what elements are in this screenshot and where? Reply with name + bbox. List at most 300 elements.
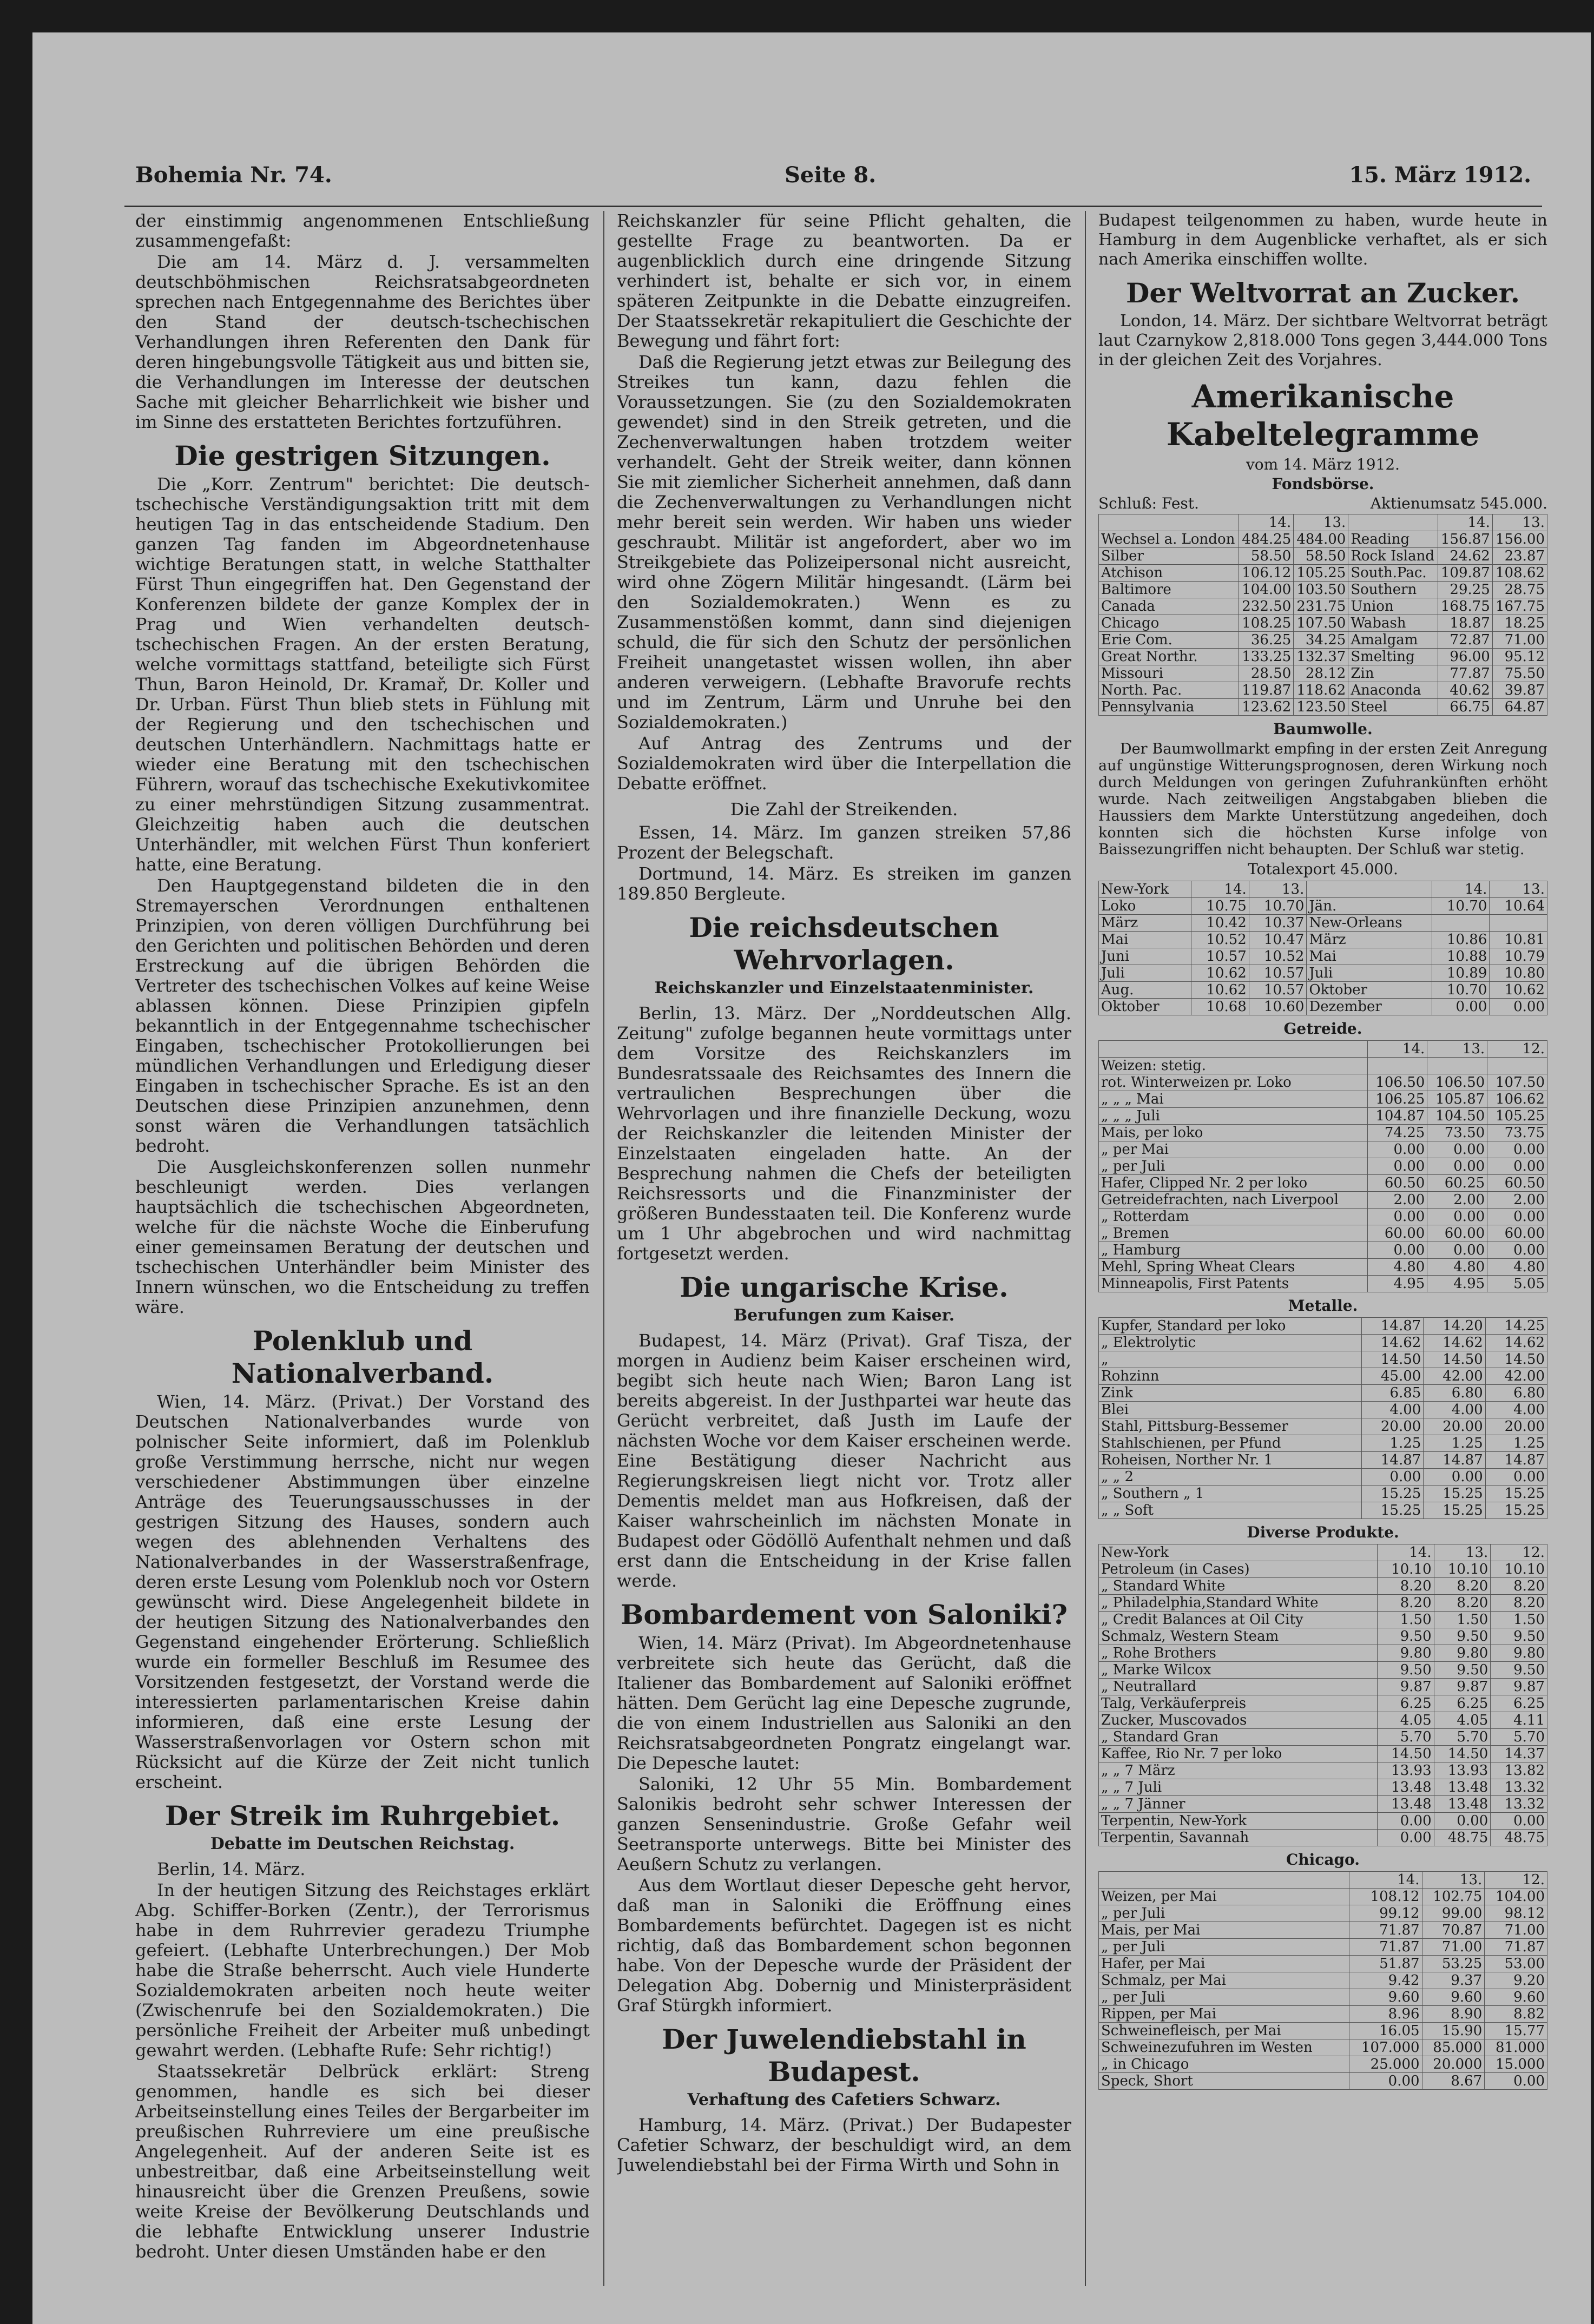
table-cell: 0.00 — [1434, 1813, 1491, 1830]
table-cell: 10.70 — [1432, 982, 1490, 999]
table-row — [1099, 1561, 1547, 1578]
table-cell: 10.62 — [1490, 982, 1547, 999]
table-row — [1099, 1276, 1547, 1292]
table-cell: 1.50 — [1491, 1612, 1547, 1628]
column-header — [1099, 514, 1239, 531]
table-cell: 1.25 — [1424, 1435, 1485, 1452]
row-label: „ in Chicago — [1099, 2056, 1349, 2073]
table-cell: 484.00 — [1294, 531, 1348, 548]
row-label: Schweinezufuhren im Westen — [1099, 2039, 1349, 2056]
row-label: Baltimore — [1099, 582, 1239, 598]
table-row — [1099, 1762, 1547, 1779]
column-header: 14. — [1367, 1041, 1427, 1058]
column-header: 13. — [1492, 514, 1547, 531]
table-cell: 231.75 — [1294, 598, 1348, 615]
table-row — [1099, 1628, 1547, 1645]
row-label: Mai — [1307, 948, 1432, 965]
zucker-heading: Der Weltvorrat an Zucker. — [1126, 277, 1520, 309]
paragraph: Die Ausgleichskonferenzen sollen nunmehr beschleunigt werden. Dies verlangen hauptsächlich die tschechischen Abgeordneten, welche für die nächste Woche die Einberufung einer gemeinsamen Beratung der deutschen und tschechischen Unterhändler beim Minister des Innern wünschen, wo die Entscheidung zu treffen wäre. — [135, 1157, 590, 1317]
table-cell: 60.25 — [1427, 1175, 1487, 1192]
column-3-market-reports — [1098, 211, 1547, 2286]
chicago-table — [1098, 1871, 1547, 2090]
table-cell: 18.87 — [1438, 615, 1492, 632]
table-row — [1099, 682, 1547, 699]
row-label: „ „ Soft — [1099, 1502, 1362, 1519]
table-cell — [1432, 915, 1490, 932]
table-cell: 5.70 — [1377, 1729, 1434, 1746]
table-row — [1099, 615, 1547, 632]
table-cell: 74.25 — [1367, 1125, 1427, 1141]
row-label: Zin — [1348, 665, 1438, 682]
article-headline: Der Juwelendiebstahl in Budapest. — [662, 2023, 1026, 2088]
zucker-text: London, 14. März. Der sichtbare Weltvorrat beträgt laut Czarnykow 2,818.000 Tons gegen 3,444.000 Tons in der gleichen Zeit des Vorjahres. — [1098, 312, 1547, 369]
table-row — [1099, 1695, 1547, 1712]
table-cell: 71.87 — [1349, 1922, 1422, 1939]
table-cell: 105.25 — [1294, 565, 1348, 582]
table-cell: 0.00 — [1424, 1469, 1485, 1485]
article-subheadline: Berufungen zum Kaiser. — [733, 1306, 955, 1325]
table-cell: 25.000 — [1349, 2056, 1422, 2073]
table-cell: 8.96 — [1349, 2006, 1422, 2023]
table-row — [1099, 1729, 1547, 1746]
table-row — [1099, 1485, 1547, 1502]
row-label: Erie Com. — [1099, 632, 1239, 649]
table-cell: 20.00 — [1362, 1418, 1424, 1435]
table-row — [1099, 1939, 1547, 1956]
paragraph: Aus dem Wortlaut dieser Depesche geht hervor, daß man in Saloniki die Eröffnung eines Bombardements befürchtet. Dagegen ist es nicht richtig, daß das Bombardement schon begonnen habe. Von der Depesche wurde der Präsident der Delegation Abg. Dobernig und Ministerpräsident Graf Stürgkh informiert. — [617, 1875, 1071, 2016]
table-cell: 105.87 — [1427, 1091, 1487, 1108]
column-header: 13. — [1490, 881, 1547, 898]
table-cell: 10.60 — [1249, 999, 1307, 1015]
table-cell: 71.00 — [1492, 632, 1547, 649]
paragraph: Auf Antrag des Zentrums und der Sozialdemokraten wird über die Interpellation die Debatte eröffnet. — [617, 733, 1071, 794]
column-header: 14. — [1377, 1544, 1434, 1561]
table-cell: 0.00 — [1362, 1469, 1424, 1485]
table-cell: 85.000 — [1422, 2039, 1485, 2056]
table-cell: 71.87 — [1349, 1939, 1422, 1956]
kabel-date: vom 14. März 1912. — [1246, 455, 1400, 473]
table-cell: 107.000 — [1349, 2039, 1422, 2056]
row-label: Wabash — [1348, 615, 1438, 632]
row-label: „ Standard White — [1099, 1578, 1378, 1595]
table-row — [1099, 1385, 1547, 1402]
header-page-number: Seite 8. — [785, 162, 877, 188]
row-label: Zucker, Muscovados — [1099, 1712, 1378, 1729]
table-row — [1099, 2023, 1547, 2039]
table-cell: 28.12 — [1294, 665, 1348, 682]
table-cell: 51.87 — [1349, 1956, 1422, 1972]
paragraph: Wien, 14. März. (Privat.) Der Vorstand des Deutschen Nationalverbandes wurde von polnischer Seite informiert, daß im Polenklub große Verstimmung herrsche, nicht nur wegen verschiedener Abstimmungen über einzelne Anträge des Teuerungsausschusses in der gestrigen Sitzung des Hauses, sondern auch wegen des ablehnenden Verhaltens des Nationalverbandes in der Wasserstraßenfrage, deren erste Lesung vom Polenklub noch vor Ostern gewünscht wird. Diese Angelegenheit bildete in der heutigen Sitzung des Nationalverbandes den Gegenstand eingehender Erörterung. Schließlich wurde ein formeller Beschluß im Resumee des Vorsitzenden festgesetzt, der Vorstand werde die interessierten parlamentarischen Kreise dahin informieren, daß eine erste Lesung der Wasserstraßenvorlagen vor Ostern schon mit Rücksicht auf die Kürze der Zeit nicht tunlich erscheint. — [135, 1391, 590, 1792]
row-label: Smelting — [1348, 649, 1438, 665]
table-cell: 14.50 — [1362, 1351, 1424, 1368]
article-headline: Die gestrigen Sitzungen. — [174, 440, 551, 472]
table-cell: 109.87 — [1438, 565, 1492, 582]
row-label: Weizen: stetig. — [1099, 1058, 1368, 1074]
row-label: Kupfer, Standard per loko — [1099, 1318, 1362, 1335]
table-cell: 119.87 — [1239, 682, 1294, 699]
table-cell: 6.80 — [1485, 1385, 1547, 1402]
diverse-table — [1098, 1544, 1547, 1846]
row-label: Minneapolis, First Patents — [1099, 1276, 1368, 1292]
row-label: Juli — [1099, 965, 1191, 982]
table-cell: 0.00 — [1367, 1158, 1427, 1175]
column-divider — [603, 211, 604, 2286]
table-cell: 0.00 — [1377, 1830, 1434, 1846]
table-row — [1099, 1813, 1547, 1830]
table-cell: 2.00 — [1487, 1192, 1547, 1209]
table-cell: 4.95 — [1367, 1276, 1427, 1292]
table-cell: 9.50 — [1434, 1662, 1491, 1679]
table-cell: 10.57 — [1249, 965, 1307, 982]
table-cell: 8.67 — [1422, 2073, 1485, 2090]
header-date: 15. März 1912. — [1349, 162, 1531, 188]
table-cell: 10.10 — [1491, 1561, 1547, 1578]
table-cell: 104.00 — [1239, 582, 1294, 598]
table-cell: 53.00 — [1485, 1956, 1547, 1972]
table-cell: 105.25 — [1487, 1108, 1547, 1125]
table-row — [1099, 982, 1547, 999]
table-cell: 6.85 — [1362, 1385, 1424, 1402]
table-row — [1099, 915, 1547, 932]
table-cell: 8.82 — [1485, 2006, 1547, 2023]
row-label: Aug. — [1099, 982, 1191, 999]
paragraph: Saloniki, 12 Uhr 55 Min. Bombardement Salonikis bedroht sehr schwer Interessen der ganzen Sensenindustrie. Große Gefahr weil Seetransporte unterwegs. Bitte bei Minister des Aeußern Schutz zu verlangen. — [617, 1774, 1071, 1874]
row-label: „ Marke Wilcox — [1099, 1662, 1378, 1679]
row-label: Juni — [1099, 948, 1191, 965]
table-row — [1099, 1209, 1547, 1225]
table-cell: 0.00 — [1367, 1141, 1427, 1158]
table-cell: 15.25 — [1424, 1485, 1485, 1502]
table-cell: 6.25 — [1434, 1695, 1491, 1712]
row-label: „ Southern „ 1 — [1099, 1485, 1362, 1502]
table-cell: 9.37 — [1422, 1972, 1485, 1989]
table-cell: 60.00 — [1427, 1225, 1487, 1242]
table-row — [1099, 649, 1547, 665]
table-cell: 64.87 — [1492, 699, 1547, 716]
row-label: „ „ „ Juli — [1099, 1108, 1368, 1125]
table-cell: 232.50 — [1239, 598, 1294, 615]
kabel-heading: Amerikanische Kabeltelegramme — [1166, 378, 1480, 453]
table-cell: 10.70 — [1432, 898, 1490, 915]
table-cell: 60.50 — [1487, 1175, 1547, 1192]
schluss-label: Schluß: Fest. — [1098, 494, 1199, 512]
table-cell: 0.00 — [1427, 1242, 1487, 1259]
table-row — [1099, 1058, 1547, 1074]
column-header: 12. — [1491, 1544, 1547, 1561]
table-cell: 4.00 — [1362, 1402, 1424, 1418]
table-cell: 9.50 — [1377, 1662, 1434, 1679]
table-cell: 71.00 — [1422, 1939, 1485, 1956]
table-cell: 14.50 — [1424, 1351, 1485, 1368]
row-label: „ Credit Balances at Oil City — [1099, 1612, 1378, 1628]
paragraph: Budapest, 14. März (Privat). Graf Tisza, der morgen in Audienz beim Kaiser erscheinen wird, begibt sich heute nach Wien; Baron Lang ist bereits abgereist. In der Justhpartei war heute das Gerücht verbreitet, daß Justh im Laufe der nächsten Woche vor dem Kaiser erscheinen werde. Eine Bestätigung dieser Nachricht aus Regierungskreisen liegt nicht vor. Trotz aller Dementis meldet man aus Hofkreisen, daß der Kaiser wahrscheinlich im nächsten Monate in Budapest oder Gödöllö Aufenthalt nehmen und daß erst dann die Entscheidung in der Krise fallen werde. — [617, 1330, 1071, 1591]
table-cell: 13.32 — [1491, 1796, 1547, 1813]
fonds-table — [1098, 514, 1547, 716]
column-header: 12. — [1487, 1041, 1547, 1058]
table-row — [1099, 1141, 1547, 1158]
row-label: North. Pac. — [1099, 682, 1239, 699]
table-cell: 107.50 — [1487, 1074, 1547, 1091]
table-cell: 104.87 — [1367, 1108, 1427, 1125]
table-cell: 39.87 — [1492, 682, 1547, 699]
table-cell: 0.00 — [1349, 2073, 1422, 2090]
table-cell — [1487, 1058, 1547, 1074]
table-cell: 0.00 — [1427, 1209, 1487, 1225]
table-cell: 2.00 — [1367, 1192, 1427, 1209]
table-cell: 13.93 — [1377, 1762, 1434, 1779]
metalle-heading: Metalle. — [1288, 1297, 1358, 1315]
row-label: Great Northr. — [1099, 649, 1239, 665]
table-cell: 60.00 — [1367, 1225, 1427, 1242]
row-label: Southern — [1348, 582, 1438, 598]
table-cell: 13.48 — [1434, 1796, 1491, 1813]
table-cell: 0.00 — [1485, 1469, 1547, 1485]
table-cell: 0.00 — [1491, 1813, 1547, 1830]
row-label: Schmalz, per Mai — [1099, 1972, 1349, 1989]
table-row — [1099, 582, 1547, 598]
row-label: Mais, per Mai — [1099, 1922, 1349, 1939]
table-cell: 13.48 — [1377, 1796, 1434, 1813]
row-label: Getreidefrachten, nach Liverpool — [1099, 1192, 1368, 1209]
table-cell: 40.62 — [1438, 682, 1492, 699]
table-cell: 0.00 — [1490, 999, 1547, 1015]
table-cell: 104.00 — [1485, 1889, 1547, 1905]
chicago-heading: Chicago. — [1286, 1851, 1360, 1869]
table-cell: 107.50 — [1294, 615, 1348, 632]
table-cell: 73.50 — [1427, 1125, 1487, 1141]
table-cell: 13.48 — [1434, 1779, 1491, 1796]
table-row — [1099, 1074, 1547, 1091]
table-cell: 9.80 — [1491, 1645, 1547, 1662]
table-cell: 9.60 — [1485, 1989, 1547, 2006]
row-label: Weizen, per Mai — [1099, 1889, 1349, 1905]
article-subheadline: Debatte im Deutschen Reichstag. — [210, 1834, 515, 1853]
row-label: Juli — [1307, 965, 1432, 982]
table-cell: 104.50 — [1427, 1108, 1487, 1125]
paragraph: In der heutigen Sitzung des Reichstages erklärt Abg. Schiffer-Borken (Zentr.), der Terrorismus habe in dem Ruhrrevier geradezu Triumphe gefeiert. (Lebhafte Unterbrechungen.) Der Mob habe die Straße beherrscht. Auch viele Hunderte Sozialdemokraten arbeiten noch heute weiter (Zwischenrufe bei den Sozialdemokraten.) Die persönliche Freiheit der Arbeiter muß unbedingt gewahrt werden. (Lebhafte Rufe: Sehr richtig!) — [135, 1880, 590, 2061]
row-label: Blei — [1099, 1402, 1362, 1418]
table-cell: 60.50 — [1367, 1175, 1427, 1192]
table-row — [1099, 1746, 1547, 1762]
getreide-heading: Getreide. — [1283, 1020, 1362, 1038]
table-cell: 1.50 — [1434, 1612, 1491, 1628]
table-cell: 108.12 — [1349, 1889, 1422, 1905]
table-row — [1099, 1192, 1547, 1209]
column-header: New-York — [1099, 881, 1191, 898]
table-cell: 0.00 — [1487, 1242, 1547, 1259]
table-cell: 168.75 — [1438, 598, 1492, 615]
row-label: Dezember — [1307, 999, 1432, 1015]
fonds-status-row — [1098, 496, 1547, 512]
table-cell: 10.64 — [1490, 898, 1547, 915]
table-cell: 42.00 — [1485, 1368, 1547, 1385]
table-row — [1099, 565, 1547, 582]
row-label: „ per Mai — [1099, 1141, 1368, 1158]
table-cell: 14.87 — [1485, 1452, 1547, 1469]
row-label: Canada — [1099, 598, 1239, 615]
table-cell: 14.25 — [1485, 1318, 1547, 1335]
article-headline: Bombardement von Saloniki? — [621, 1599, 1068, 1630]
row-label: Mehl, Spring Wheat Clears — [1099, 1259, 1368, 1276]
row-label: Jän. — [1307, 898, 1432, 915]
table-row — [1099, 1158, 1547, 1175]
table-cell: 28.75 — [1492, 582, 1547, 598]
fonds-heading: Fondsbörse. — [1272, 475, 1374, 493]
table-row — [1099, 1796, 1547, 1813]
table-row — [1099, 1418, 1547, 1435]
table-row — [1099, 1595, 1547, 1612]
table-cell: 48.75 — [1491, 1830, 1547, 1846]
table-row — [1099, 665, 1547, 682]
table-row — [1099, 1502, 1547, 1519]
table-cell: 106.62 — [1487, 1091, 1547, 1108]
table-cell: 15.77 — [1485, 2023, 1547, 2039]
row-label: „ — [1099, 1351, 1362, 1368]
table-row — [1099, 1318, 1547, 1335]
row-label: Anaconda — [1348, 682, 1438, 699]
column-header: 13. — [1427, 1041, 1487, 1058]
table-cell: 102.75 — [1422, 1889, 1485, 1905]
row-label: Rohzinn — [1099, 1368, 1362, 1385]
page-header — [135, 162, 1531, 200]
table-header-row — [1099, 1544, 1547, 1561]
table-cell: 167.75 — [1492, 598, 1547, 615]
article-headline: Die reichsdeutschen Wehrvorlagen. — [689, 912, 999, 976]
column-header: 13. — [1434, 1544, 1491, 1561]
row-label: Terpentin, New-York — [1099, 1813, 1378, 1830]
table-cell: 6.25 — [1491, 1695, 1547, 1712]
table-cell: 4.00 — [1485, 1402, 1547, 1418]
table-cell: 5.70 — [1491, 1729, 1547, 1746]
table-cell: 4.05 — [1434, 1712, 1491, 1729]
table-cell: 42.00 — [1424, 1368, 1485, 1385]
table-cell: 10.62 — [1191, 982, 1249, 999]
paragraph: Den Hauptgegenstand bildeten die in den Stremayerschen Verordnungen enthaltenen Prinzipien, von deren völligen Durchführung bei den Gerichten und politischen Behörden und deren Erstreckung auf die übrigen Behörden die Vertreter des tschechischen Volkes auf keine Weise ablassen können. Diese Prinzipien gipfeln bekanntlich in der Entgegennahme tschechischer Eingaben, tschechischer Protokollierungen bei mündlichen Verhandlungen und Erledigung dieser Eingaben in tschechischer Sprache. Es ist an den Deutschen diese Prinzipien anzunehmen, denn sonst wären die Verhandlungen tatsächlich bedroht. — [135, 875, 590, 1156]
row-label: Chicago — [1099, 615, 1239, 632]
row-label: „ Philadelphia,Standard White — [1099, 1595, 1378, 1612]
row-label: Loko — [1099, 898, 1191, 915]
table-cell: 10.75 — [1191, 898, 1249, 915]
table-cell: 0.00 — [1432, 999, 1490, 1015]
table-cell: 106.50 — [1367, 1074, 1427, 1091]
paragraph: Die am 14. März d. J. versammelten deutschböhmischen Reichsratsabgeordneten sprechen nach Entgegennahme des Berichtes über den Stand der deutsch-tschechischen Verhandlungen ihren Referenten den Dank für deren hingebungsvolle Tätigkeit aus und bitten sie, die Verhandlungen im Interesse der deutschen Sache mit gleicher Beharrlichkeit wie bisher und im Sinne des erstatteten Berichtes fortzuführen. — [135, 252, 590, 432]
column-1 — [135, 211, 590, 2286]
table-row — [1099, 1662, 1547, 1679]
table-cell: 13.32 — [1491, 1779, 1547, 1796]
paragraph: Reichskanzler für seine Pflicht gehalten, die gestellte Frage zu beantworten. Da er augenblicklich durch eine dringende Sitzung verhindert ist, behalte er sich vor, in einem späteren Zeitpunkte in die Debatte einzugreifen. Der Staatssekretär rekapituliert die Geschichte der Bewegung und fährt fort: — [617, 211, 1071, 351]
getreide-table — [1098, 1040, 1547, 1292]
table-header-row — [1099, 1872, 1547, 1889]
table-cell: 2.00 — [1427, 1192, 1487, 1209]
column-header — [1307, 881, 1432, 898]
baumwolle-heading: Baumwolle. — [1273, 720, 1373, 738]
table-row — [1099, 1989, 1547, 2006]
article-subheadline: Die Zahl der Streikenden. — [730, 799, 958, 820]
table-cell: 106.12 — [1239, 565, 1294, 582]
table-cell: 1.25 — [1362, 1435, 1424, 1452]
table-cell: 108.62 — [1492, 565, 1547, 582]
row-label: Rock Island — [1348, 548, 1438, 565]
row-label: „ Bremen — [1099, 1225, 1368, 1242]
table-cell: 15.90 — [1422, 2023, 1485, 2039]
table-row — [1099, 1679, 1547, 1695]
table-cell: 77.87 — [1438, 665, 1492, 682]
table-cell: 81.000 — [1485, 2039, 1547, 2056]
table-cell: 73.75 — [1487, 1125, 1547, 1141]
table-cell: 8.20 — [1377, 1578, 1434, 1595]
table-cell: 8.20 — [1491, 1578, 1547, 1595]
table-cell: 9.20 — [1485, 1972, 1547, 1989]
table-cell: 75.50 — [1492, 665, 1547, 682]
table-cell: 58.50 — [1294, 548, 1348, 565]
table-cell: 14.50 — [1434, 1746, 1491, 1762]
table-cell: 4.80 — [1427, 1259, 1487, 1276]
table-cell: 28.50 — [1239, 665, 1294, 682]
table-cell: 13.82 — [1491, 1762, 1547, 1779]
row-label: Talg, Verkäuferpreis — [1099, 1695, 1378, 1712]
diverse-heading: Diverse Produkte. — [1247, 1523, 1399, 1541]
table-cell: 15.25 — [1485, 1485, 1547, 1502]
table-cell: 66.75 — [1438, 699, 1492, 716]
table-cell: 15.25 — [1362, 1485, 1424, 1502]
table-cell: 9.42 — [1349, 1972, 1422, 1989]
table-cell: 48.75 — [1434, 1830, 1491, 1846]
row-label: „ per Juli — [1099, 1905, 1349, 1922]
table-row — [1099, 1091, 1547, 1108]
table-cell: 4.80 — [1367, 1259, 1427, 1276]
table-row — [1099, 1368, 1547, 1385]
column-header: New-York — [1099, 1544, 1378, 1561]
table-cell: 15.25 — [1362, 1502, 1424, 1519]
table-row — [1099, 632, 1547, 649]
table-cell: 8.20 — [1434, 1578, 1491, 1595]
table-cell — [1427, 1058, 1487, 1074]
table-cell: 1.25 — [1485, 1435, 1547, 1452]
table-row — [1099, 548, 1547, 565]
table-cell: 24.62 — [1438, 548, 1492, 565]
table-row — [1099, 1435, 1547, 1452]
table-cell: 156.87 — [1438, 531, 1492, 548]
table-cell: 16.05 — [1349, 2023, 1422, 2039]
table-cell: 99.12 — [1349, 1905, 1422, 1922]
row-label: Reading — [1348, 531, 1438, 548]
table-cell: 8.20 — [1434, 1595, 1491, 1612]
table-row — [1099, 531, 1547, 548]
table-row — [1099, 1830, 1547, 1846]
table-cell: 4.95 — [1427, 1276, 1487, 1292]
table-row — [1099, 2073, 1547, 2090]
table-cell: 20.00 — [1424, 1418, 1485, 1435]
paragraph: Daß die Regierung jetzt etwas zur Beilegung des Streikes tun kann, dazu fehlen die Voraussetzungen. Sie (zu den Sozialdemokraten gewendet) sind in den Streik getreten, und die Zechenverwaltungen haben trotzdem weiter verhandelt. Geht der Streik weiter, dann können Sie mit ziemlicher Sicherheit annehmen, daß dann die Zechenverwaltungen zu Verhandlungen nicht mehr bereit sein werden. Wir haben uns wieder geschraubt. Militär ist angefordert, aber wo im Streikgebiete das Polizeipersonal nicht ausreicht, wird ohne Zögern Militär hingesandt. (Lärm bei den Sozialdemokraten.) Wenn es zu Zusammenstößen kommt, dann sind diejenigen schuld, die für sich den Schutz der persönlichen Freiheit unangetastet wissen wollen, ihn aber anderen verweigern. (Lebhafte Bravorufe rechts und im Zentrum, Lärm und Unruhe bei den Sozialdemokraten.) — [617, 352, 1071, 732]
row-label: Union — [1348, 598, 1438, 615]
table-cell: 70.87 — [1422, 1922, 1485, 1939]
row-label: Rippen, per Mai — [1099, 2006, 1349, 2023]
row-label: „ per Juli — [1099, 1989, 1349, 2006]
column-header: 12. — [1485, 1872, 1547, 1889]
row-label: Missouri — [1099, 665, 1239, 682]
table-cell: 15.25 — [1424, 1502, 1485, 1519]
paragraph: Wien, 14. März (Privat). Im Abgeordnetenhause verbreitete sich heute das Gerücht, daß die Italiener das Bombardement auf Saloniki eröffnet hätten. Dem Gerücht lag eine Depesche zugrunde, die von einem Industriellen aus Saloniki an den Reichsratsabgeordneten Pongratz eingelangt war. Die Depesche lautet: — [617, 1633, 1071, 1773]
table-cell: 6.25 — [1377, 1695, 1434, 1712]
table-cell: 8.90 — [1422, 2006, 1485, 2023]
column-2 — [617, 211, 1071, 2286]
table-cell: 10.37 — [1249, 915, 1307, 932]
table-cell: 14.87 — [1362, 1452, 1424, 1469]
column-header — [1099, 1872, 1349, 1889]
row-label: Speck, Short — [1099, 2073, 1349, 2090]
row-label: „ per Juli — [1099, 1158, 1368, 1175]
row-label: „ „ 7 Juli — [1099, 1779, 1378, 1796]
